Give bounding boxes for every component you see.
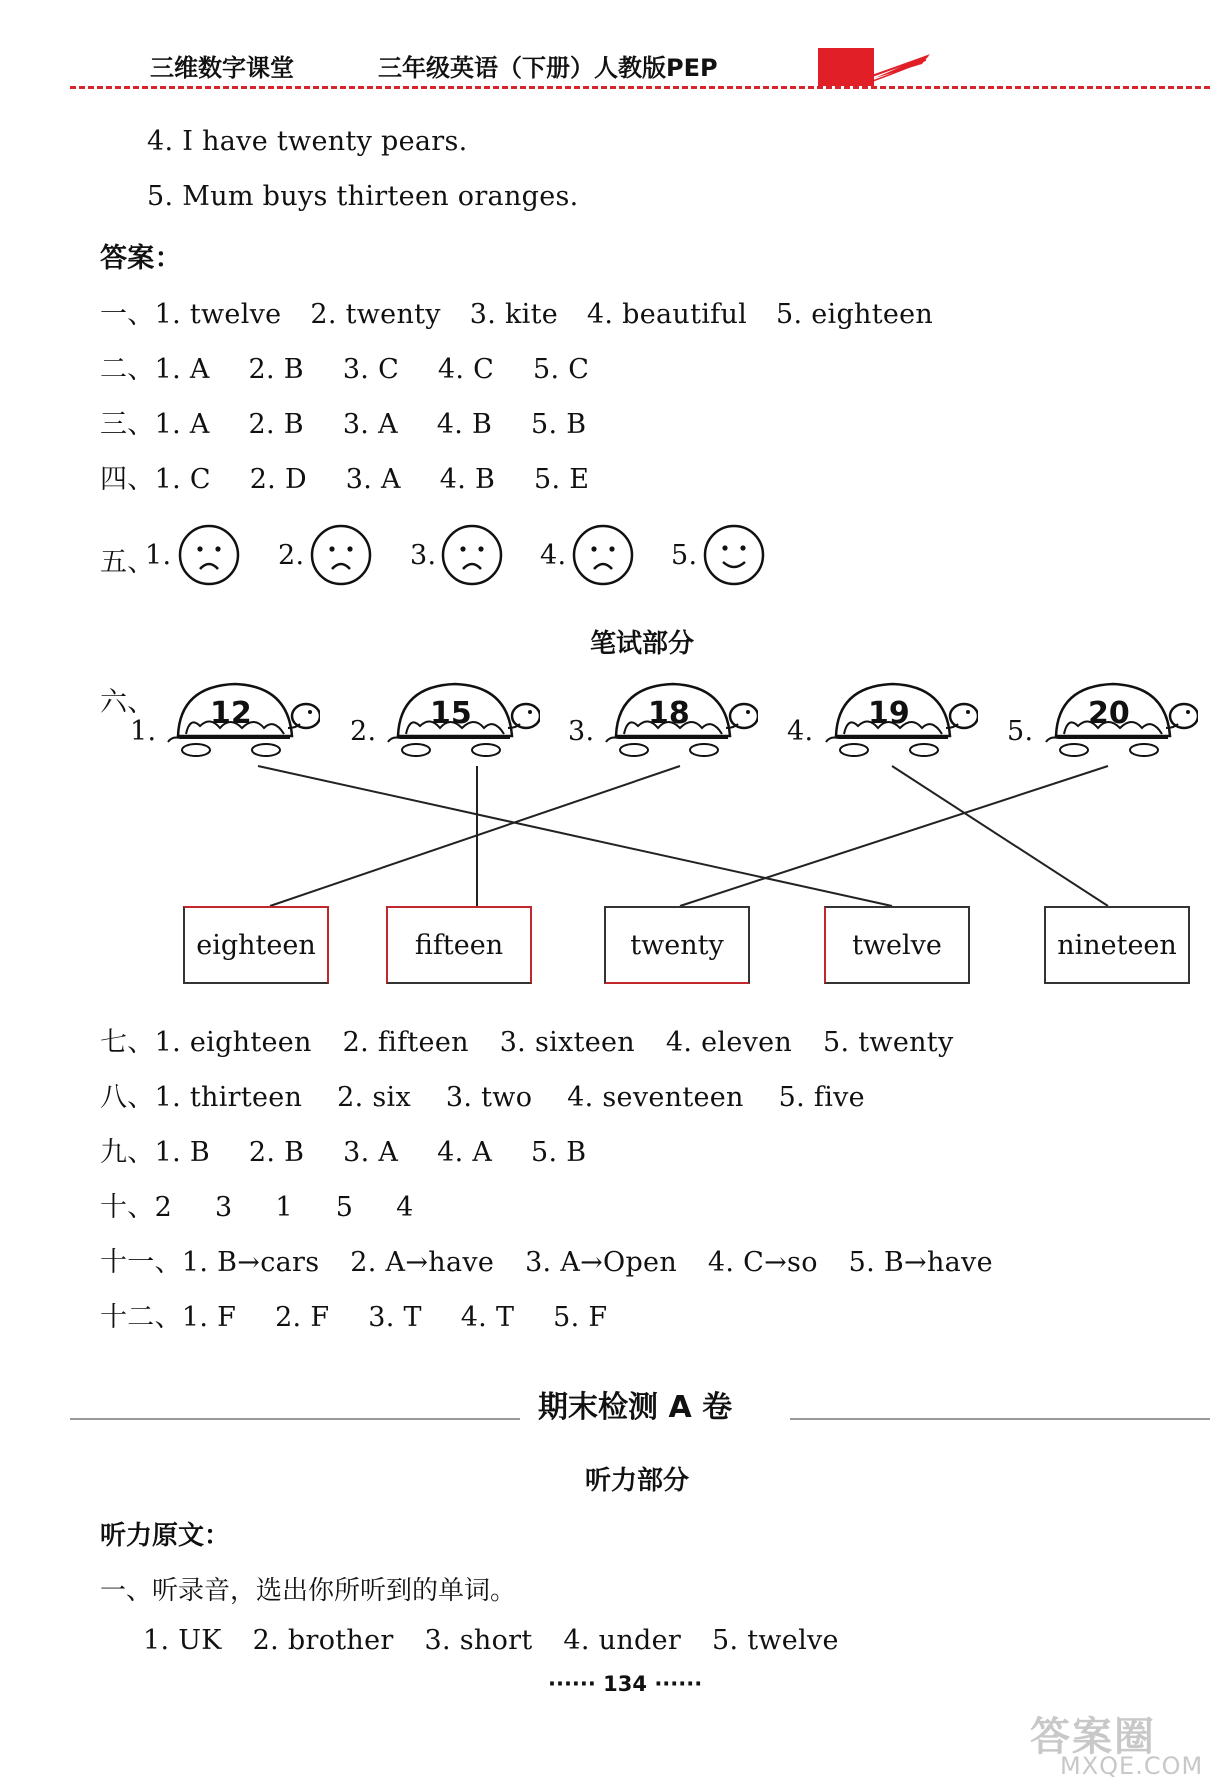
answer-item: 5. B (531, 409, 587, 440)
title-rule-left (70, 1418, 520, 1420)
listening-item: 4. under (563, 1625, 682, 1656)
answer-item: 3. A (342, 409, 398, 440)
answer-item: 2. fifteen (342, 1027, 469, 1058)
listening-q1-items (143, 1625, 839, 1656)
answer-item: 5 (335, 1192, 354, 1223)
answer-item: 2. A→have (350, 1247, 495, 1278)
answer-item: 3. two (445, 1082, 533, 1113)
answer-row-label: 二、 (100, 354, 155, 385)
answer-row-11 (100, 1240, 993, 1279)
answer-item: 2. twenty (310, 299, 441, 330)
answer-item: 5. eighteen (776, 299, 934, 330)
listening-item: 2. brother (252, 1625, 394, 1656)
answer-row-label: 八、 (100, 1082, 155, 1113)
answer-item: 2. B (248, 1137, 305, 1168)
listening-line-4: 4. I have twenty pears. (147, 126, 468, 157)
answer-item: 3. A (345, 464, 401, 495)
answer-item: 2. D (249, 464, 307, 495)
match-line-12-twelve (258, 766, 892, 906)
answer-item: 2 (154, 1192, 173, 1223)
answer-item: 1 (275, 1192, 293, 1223)
listening-line-5: 5. Mum buys thirteen oranges. (147, 181, 579, 212)
answer-item: 5. E (534, 464, 590, 495)
turtle-num-3: 3. (568, 716, 595, 747)
answer-row-label: 九、 (100, 1137, 155, 1168)
exam-title: 期末检测 A 卷 (538, 1390, 733, 1425)
answer-item: 3 (214, 1192, 233, 1223)
word-box-fifteen: fifteen (386, 906, 532, 984)
header-book-title: 三年级英语（下册）人教版PEP (378, 54, 718, 82)
section5-label: 五、 (100, 547, 155, 578)
word-box-nineteen: nineteen (1044, 906, 1190, 984)
face-num-1: 1. (145, 540, 172, 571)
answer-row-10 (100, 1185, 414, 1224)
word-box-eighteen: eighteen (183, 906, 329, 984)
answer-item: 4. beautiful (586, 299, 748, 330)
answer-item: 1. A (154, 409, 210, 440)
answer-row-label: 七、 (100, 1027, 155, 1058)
answer-item: 1. B→cars (181, 1247, 320, 1278)
listening-question-1: 一、听录音，选出你所听到的单词。 (100, 1576, 517, 1606)
answer-item: 4. C→so (707, 1247, 818, 1278)
turtle-num-1: 1. (130, 716, 157, 747)
turtle-value-5: 20 (1088, 696, 1130, 731)
turtle-value-4: 19 (868, 696, 910, 731)
answer-row-label: 一、 (100, 299, 155, 330)
answer-item: 4. T (460, 1302, 515, 1333)
face-num-3: 3. (410, 540, 437, 571)
turtle-value-1: 12 (210, 696, 252, 731)
answer-item: 2. B (248, 409, 304, 440)
match-line-19-nineteen (892, 766, 1108, 906)
turtle-value-2: 15 (430, 696, 472, 731)
written-part-title: 笔试部分 (590, 629, 695, 659)
title-rule-right (790, 1418, 1210, 1420)
turtle-num-4: 4. (787, 716, 814, 747)
answer-item: 1. F (181, 1302, 237, 1333)
answer-item: 3. A (343, 1137, 399, 1168)
answer-item: 4. eleven (665, 1027, 793, 1058)
page-number: ······ 134 ······ (548, 1672, 703, 1696)
answer-row-label: 三、 (100, 409, 155, 440)
answer-row-8 (100, 1075, 865, 1114)
listening-item: 1. UK (143, 1625, 222, 1656)
answer-item: 4 (396, 1192, 414, 1223)
turtle-num-5: 5. (1007, 716, 1034, 747)
answer-item: 3. C (342, 354, 400, 385)
answer-item: 5. twenty (823, 1027, 954, 1058)
face-num-2: 2. (278, 540, 305, 571)
answer-item: 3. sixteen (499, 1027, 635, 1058)
listening-item: 5. twelve (711, 1625, 839, 1656)
answer-item: 4. B (439, 464, 496, 495)
answer-item: 1. B (154, 1137, 210, 1168)
answer-row-label: 四、 (100, 464, 155, 495)
section6-label: 六、 (100, 687, 155, 718)
turtle-value-3: 18 (648, 696, 690, 731)
answer-item: 3. A→Open (525, 1247, 678, 1278)
answer-item: 5. five (778, 1082, 865, 1113)
answer-item: 5. C (533, 354, 590, 385)
answer-item: 3. T (368, 1302, 422, 1333)
answer-item: 5. B→have (848, 1247, 993, 1278)
match-line-18-eighteen (270, 766, 680, 906)
listening-title: 听力部分 (585, 1466, 690, 1496)
answer-item: 4. A (437, 1137, 493, 1168)
answer-row-label: 十、 (100, 1192, 155, 1223)
answer-item: 5. F (553, 1302, 608, 1333)
answer-item: 2. six (337, 1082, 411, 1113)
word-box-twenty: twenty (604, 906, 750, 984)
answer-item: 4. seventeen (567, 1082, 744, 1113)
match-line-20-twenty (680, 766, 1108, 906)
watermark-url: MXQE.COM (1060, 1752, 1204, 1780)
answer-row-label: 十二、 (100, 1302, 182, 1333)
watermark-logo: 答案圈 (1030, 1714, 1156, 1760)
answer-item: 1. twelve (154, 299, 282, 330)
face-num-4: 4. (540, 540, 567, 571)
listening-item: 3. short (424, 1625, 533, 1656)
turtle-num-2: 2. (350, 716, 377, 747)
answer-item: 1. thirteen (154, 1082, 303, 1113)
answer-item: 1. eighteen (154, 1027, 312, 1058)
header-series: 三维数字课堂 (150, 54, 294, 82)
answer-item: 3. kite (469, 299, 559, 330)
answer-item: 1. A (154, 354, 210, 385)
answer-row-7 (100, 1020, 954, 1059)
answer-item: 1. C (154, 464, 211, 495)
answers-label: 答案： (100, 243, 182, 274)
answer-item: 5. B (531, 1137, 587, 1168)
answer-item: 4. B (436, 409, 493, 440)
face-num-5: 5. (671, 540, 698, 571)
listening-original-label: 听力原文： (100, 1521, 231, 1551)
answer-item: 4. C (437, 354, 495, 385)
answer-row-label: 十一、 (100, 1247, 182, 1278)
answer-item: 2. F (275, 1302, 330, 1333)
answer-row-9 (100, 1130, 586, 1169)
answer-row-12 (100, 1295, 607, 1334)
answer-item: 2. B (248, 354, 304, 385)
word-box-twelve: twelve (824, 906, 970, 984)
